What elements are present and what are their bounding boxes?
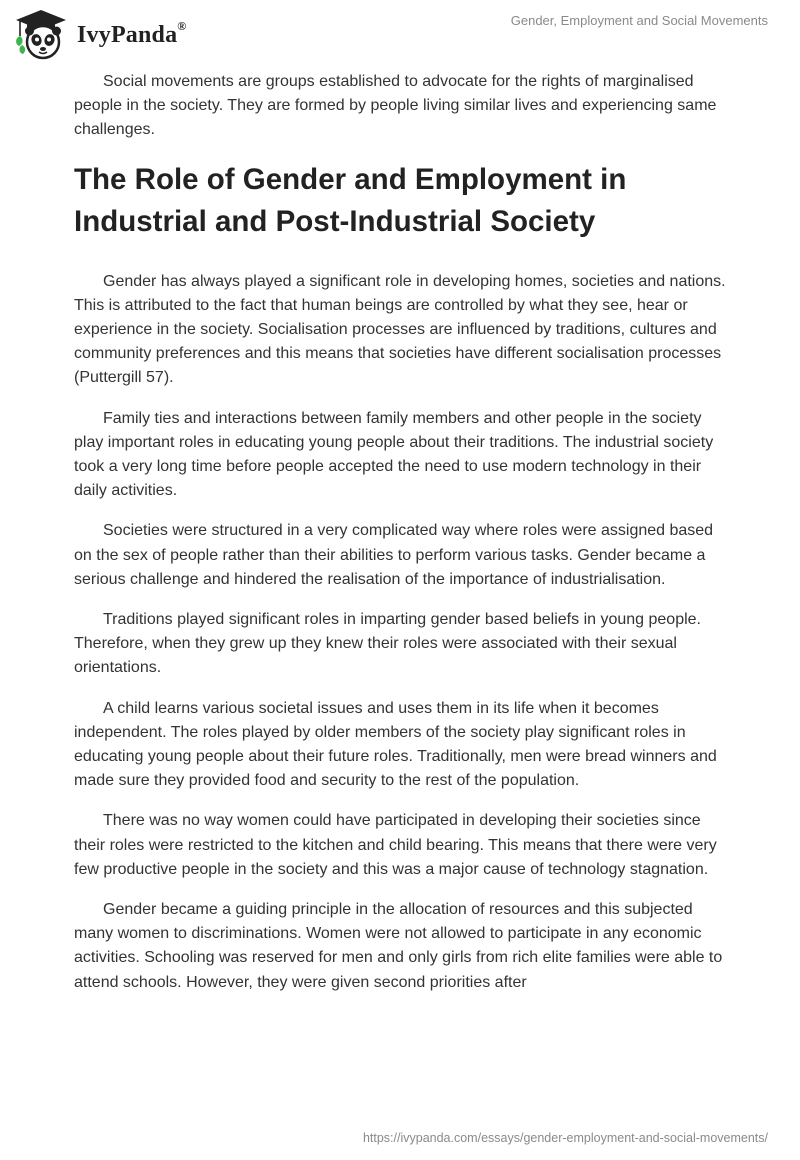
paragraph: There was no way women could have participated in developing their societies since their roles were restricted to the kitchen and child bearing. This means that there were very few productive people in the society and this was a major cause of technology stagnation.: [74, 812, 717, 878]
paragraph: Gender became a guiding principle in the allocation of resources and this subjected many women to discriminations. Women were not allowed to participate in any economic activities. Schooling was reserved for men and only girls from rich elite families were able to attend schools. However, they were given second priorities after: [74, 901, 723, 991]
paragraph: Traditions played significant roles in imparting gender based beliefs in young people. Therefore, when they grew up they knew their roles were associated with their sexual orientations.: [74, 611, 701, 677]
panda-graduate-logo-icon: [14, 8, 68, 62]
ivypanda-logo[interactable]: [14, 8, 186, 62]
source-url[interactable]: https://ivypanda.com/essays/gender-employment-and-social-movements/: [362, 1131, 768, 1145]
paragraph: A child learns various societal issues and uses them in its life when it becomes independent. The roles played by older members of the society play significant roles in educating young people about their future roles. Traditionally, men were bread winners and made sure they provided food and security to the rest of the population.: [74, 699, 717, 790]
paragraph: Gender has always played a significant role in developing homes, societies and nations. This is attributed to the fact that human beings are controlled by what they see, hear or experience in the society. Socialisation processes are influenced by traditions, cultures and community preferences and this means that societies have different socialisation processes (Puttergill 57).: [74, 272, 726, 387]
paragraph: Societies were structured in a very complicated way where roles were assigned based on the sex of people rather than their abilities to perform various tasks. Gender became a serious challenge and hindered the realisation of the importance of industrialisation.: [74, 522, 714, 588]
running-title: Gender, Employment and Social Movements: [510, 13, 768, 28]
registered-mark: ®: [177, 18, 187, 33]
essay-content: [74, 70, 734, 1011]
intro-paragraph: Social movements are groups established to advocate for the rights of marginalised people in the society. They are formed by people living similar lives and experiencing same challenges.: [74, 73, 717, 139]
page-header: [0, 0, 800, 66]
section-heading: The Role of Gender and Employment in Industrial and Post-Industrial Society: [74, 162, 627, 238]
paragraph: Family ties and interactions between family members and other people in the society play important roles in educating young people about their traditions. The industrial society took a very long time before people accepted the need to use modern technology in their daily activities.: [74, 409, 714, 500]
brand-name: IvyPanda®: [77, 18, 187, 48]
